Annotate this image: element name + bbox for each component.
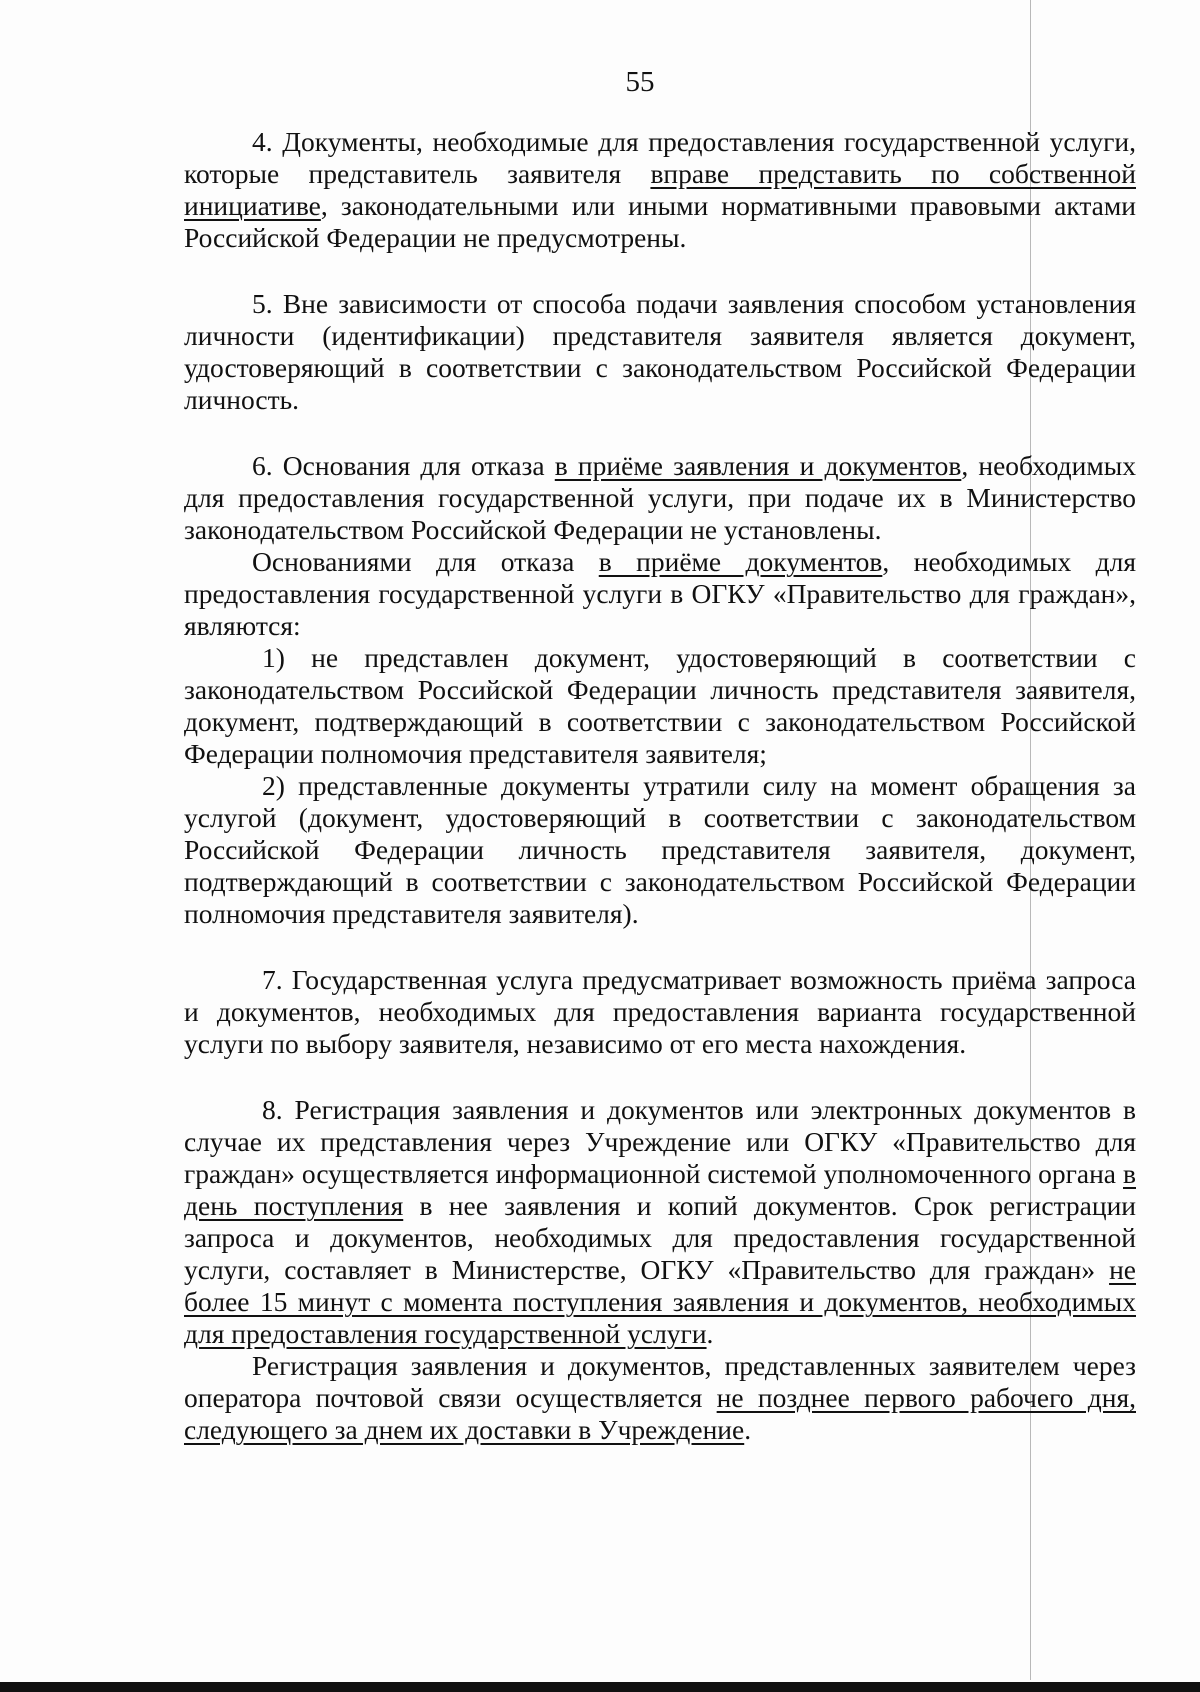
paragraph-4-text: 4. Документы, необходимые для предоставления государственной услуги, которые представитель заявителя bbox=[184, 126, 1136, 189]
paragraph-8-postal-text-end: . bbox=[744, 1414, 752, 1445]
paragraph-6-underlined: в приёме заявления и документов bbox=[554, 450, 962, 481]
paragraph-4-text-end: , законодательными или иными нормативными правовыми актами Российской Федерации не предусмотрены. bbox=[184, 190, 1136, 253]
paragraph-8-underlined-2: не более 15 минут с момента поступления заявления и документов, необходимых для предоставления государственной услуги bbox=[184, 1254, 1136, 1349]
paragraph-6-text: 6. Основания для отказа bbox=[252, 450, 555, 481]
paragraph-6-grounds bbox=[184, 546, 1136, 642]
paragraph-4 bbox=[184, 126, 1136, 254]
paragraph-5: 5. Вне зависимости от способа подачи заявления способом установления личности (идентификации) представителя заявителя является документ, удостоверяющий в соответствии с законодательством Российской Федерации личность. bbox=[184, 288, 1136, 415]
page-number: 55 bbox=[625, 66, 655, 98]
paragraph-8-postal-underlined: не позднее первого рабочего дня, следующего за днем их доставки в Учреждение bbox=[184, 1382, 1136, 1445]
paragraph-6-text-end: , необходимых для предоставления государственной услуги, при подаче их в Министерство законодательством Российской Федерации не установлены. bbox=[184, 450, 1136, 545]
paragraph-8-text-mid: в нее заявления и копий документов. Срок регистрации запроса и документов, необходимых для предоставления государственной услуги, составляет в Министерстве, ОГКУ «Правительство для граждан» bbox=[184, 1190, 1136, 1285]
paragraph-8-text-end: . bbox=[706, 1318, 714, 1349]
paragraph-8 bbox=[184, 1094, 1136, 1350]
paragraph-7: 7. Государственная услуга предусматривает возможность приёма запроса и документов, необходимых для предоставления варианта государственной услуги по выбору заявителя, независимо от его места нахождения. bbox=[184, 964, 1136, 1059]
paragraph-6-grounds-text: Основаниями для отказа bbox=[252, 546, 599, 577]
paragraph-4-underlined: вправе представить по собственной инициативе bbox=[184, 158, 1136, 221]
scan-bottom-border bbox=[0, 1682, 1200, 1692]
paragraph-8-postal-text: Регистрация заявления и документов, представленных заявителем через оператора почтовой связи осуществляется bbox=[184, 1350, 1136, 1413]
paragraph-6-grounds-text-end: , необходимых для предоставления государственной услуги в ОГКУ «Правительство для граждан», являются: bbox=[184, 546, 1136, 641]
paragraph-8-postal bbox=[184, 1350, 1136, 1446]
paragraph-6-grounds-underlined: в приёме документов bbox=[598, 546, 883, 577]
paragraph-8-text: 8. Регистрация заявления и документов или электронных документов в случае их представления через Учреждение или ОГКУ «Правительство для граждан» осуществляется информационной системой уполномоченного органа bbox=[184, 1094, 1136, 1189]
list-item-2: 2) представленные документы утратили силу на момент обращения за услугой (документ, удостоверяющий в соответствии с законодательством Российской Федерации личность представителя заявителя, документ, подтверждающий в соответствии с законодательством Российской Федерации полномочия представителя заявителя). bbox=[184, 770, 1136, 929]
paragraph-6 bbox=[184, 450, 1136, 546]
paragraph-8-underlined-1: в день поступления bbox=[184, 1158, 1136, 1221]
document-body bbox=[184, 126, 1136, 1446]
list-item-1: 1) не представлен документ, удостоверяющий в соответствии с законодательством Российской Федерации личность представителя заявителя, документ, подтверждающий в соответствии с законодательством Российской Федерации полномочия представителя заявителя; bbox=[184, 642, 1136, 769]
